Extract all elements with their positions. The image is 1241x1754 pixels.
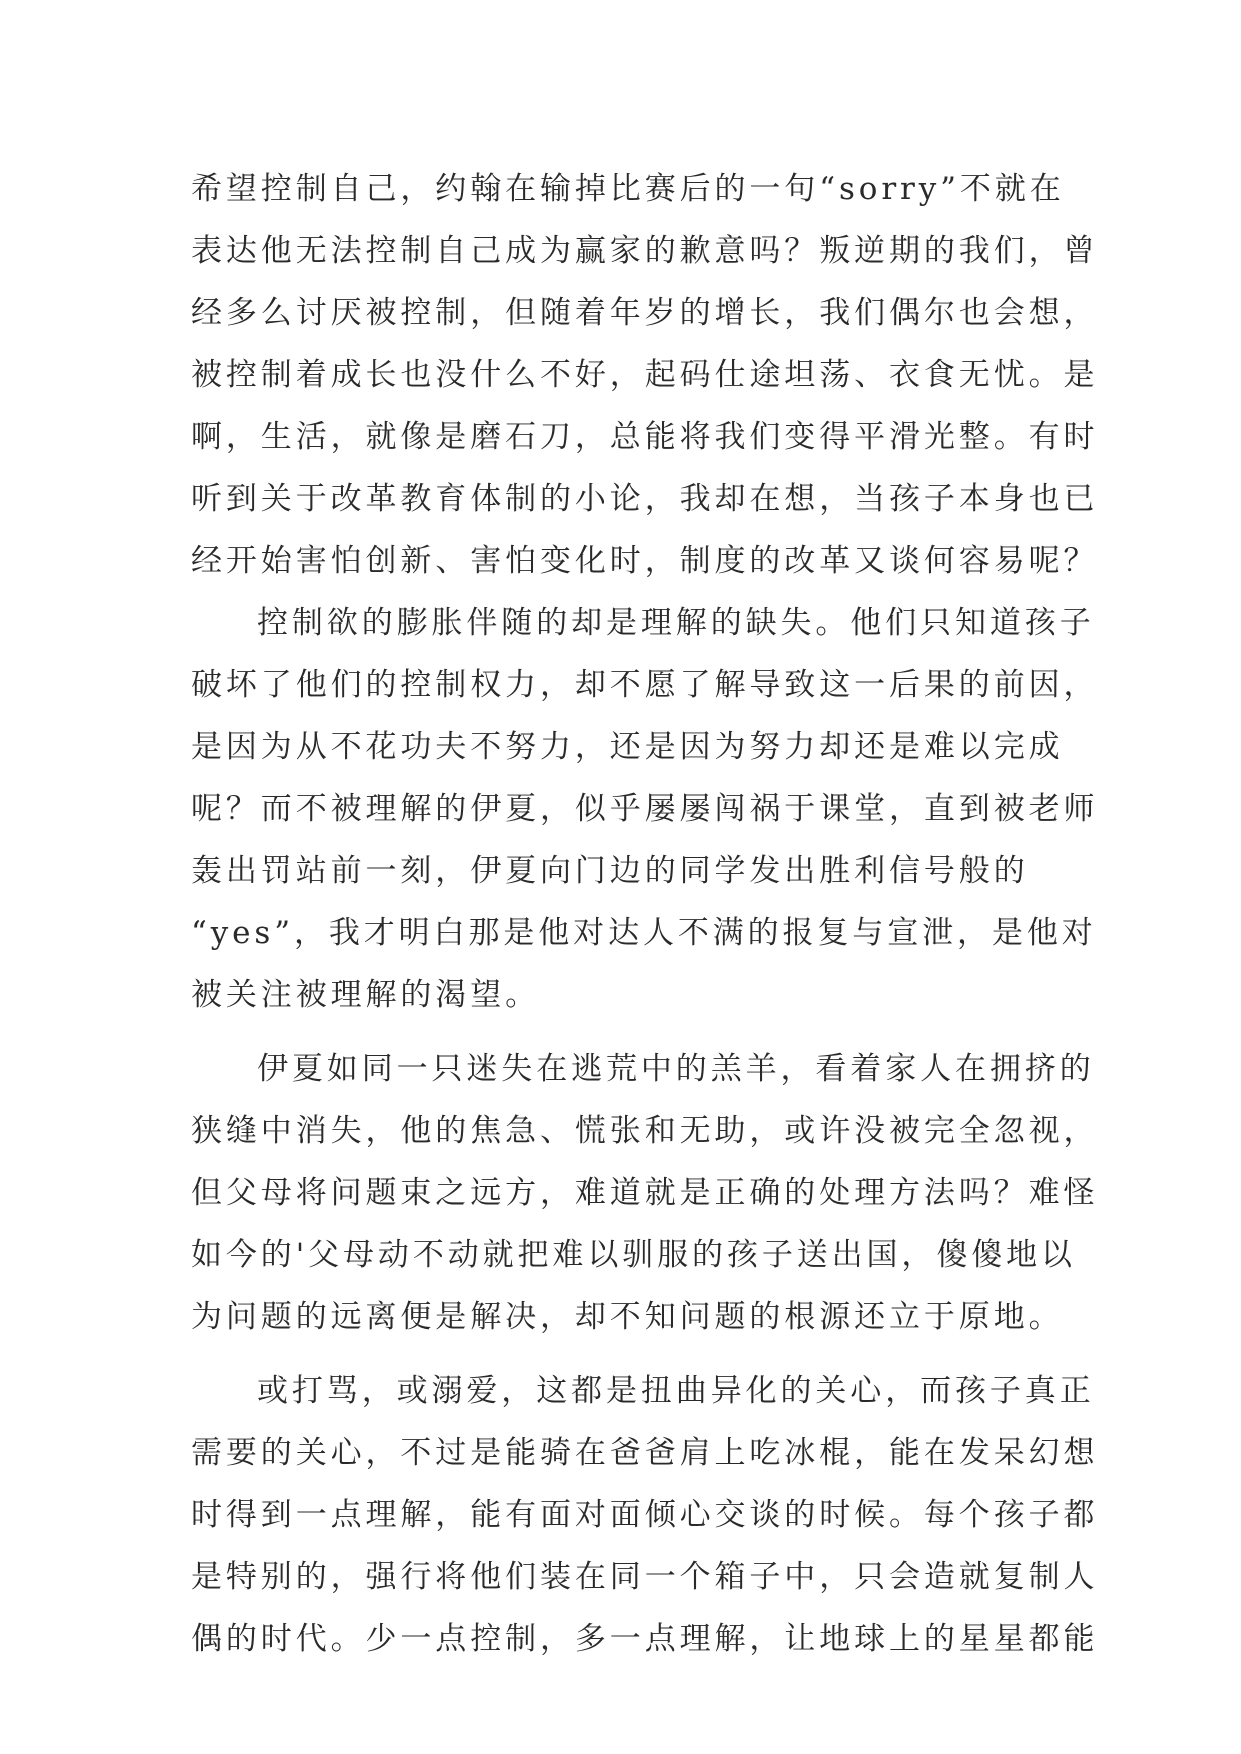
text-line: 是特别的，强行将他们装在同一个箱子中，只会造就复制人 — [191, 1559, 1099, 1595]
text-line: 被关注被理解的渴望。 — [191, 977, 540, 1013]
paragraph-4 — [191, 1360, 1099, 1670]
text-line: “yes”，我才明白那是他对达人不满的报复与宣泄，是他对 — [191, 915, 1097, 951]
text-line: 听到关于改革教育体制的小论，我却在想，当孩子本身也已 — [191, 481, 1099, 517]
text-line: 时得到一点理解，能有面对面倾心交谈的时候。每个孩子都 — [191, 1497, 1099, 1533]
text-line: 控制欲的膨胀伴随的却是理解的缺失。他们只知道孩子 — [257, 605, 1095, 641]
paragraph-2 — [191, 592, 1099, 1026]
text-line: 伊夏如同一只迷失在逃荒中的羔羊，看着家人在拥挤的 — [257, 1051, 1095, 1087]
text-line: 需要的关心，不过是能骑在爸爸肩上吃冰棍，能在发呆幻想 — [191, 1435, 1099, 1471]
text-line: 偶的时代。少一点控制，多一点理解，让地球上的星星都能 — [191, 1621, 1099, 1657]
text-line: 狭缝中消失，他的焦急、慌张和无助，或许没被完全忽视， — [191, 1113, 1099, 1149]
text-line: 但父母将问题束之远方，难道就是正确的处理方法吗？难怪 — [191, 1175, 1099, 1211]
text-line: 被控制着成长也没什么不好，起码仕途坦荡、衣食无忧。是 — [191, 357, 1099, 393]
text-line: 经开始害怕创新、害怕变化时，制度的改革又谈何容易呢？ — [191, 543, 1099, 579]
text-line: 希望控制自己，约翰在输掉比赛后的一句“sorry”不就在 — [191, 171, 1065, 207]
text-line: 或打骂，或溺爱，这都是扭曲异化的关心，而孩子真正 — [257, 1373, 1095, 1409]
text-line: 为问题的远离便是解决，却不知问题的根源还立于原地。 — [191, 1299, 1064, 1335]
text-line: 啊，生活，就像是磨石刀，总能将我们变得平滑光整。有时 — [191, 419, 1099, 455]
paragraph-gap — [191, 1348, 1071, 1360]
text-line: 如今的'父母动不动就把难以驯服的孩子送出国，傻傻地以 — [191, 1237, 1076, 1273]
text-line: 轰出罚站前一刻，伊夏向门边的同学发出胜利信号般的 — [191, 853, 1029, 889]
text-line: 表达他无法控制自己成为赢家的歉意吗？叛逆期的我们，曾 — [191, 233, 1099, 269]
paragraph-3 — [191, 1038, 1099, 1348]
paragraph-1 — [191, 158, 1099, 592]
body-text — [191, 158, 1099, 1670]
paragraph-gap — [191, 1026, 1071, 1038]
text-line: 经多么讨厌被控制，但随着年岁的增长，我们偶尔也会想， — [191, 295, 1099, 331]
text-line: 破坏了他们的控制权力，却不愿了解导致这一后果的前因， — [191, 667, 1099, 703]
text-line: 是因为从不花功夫不努力，还是因为努力却还是难以完成 — [191, 729, 1064, 765]
text-line: 呢？而不被理解的伊夏，似乎屡屡闯祸于课堂，直到被老师 — [191, 791, 1099, 827]
